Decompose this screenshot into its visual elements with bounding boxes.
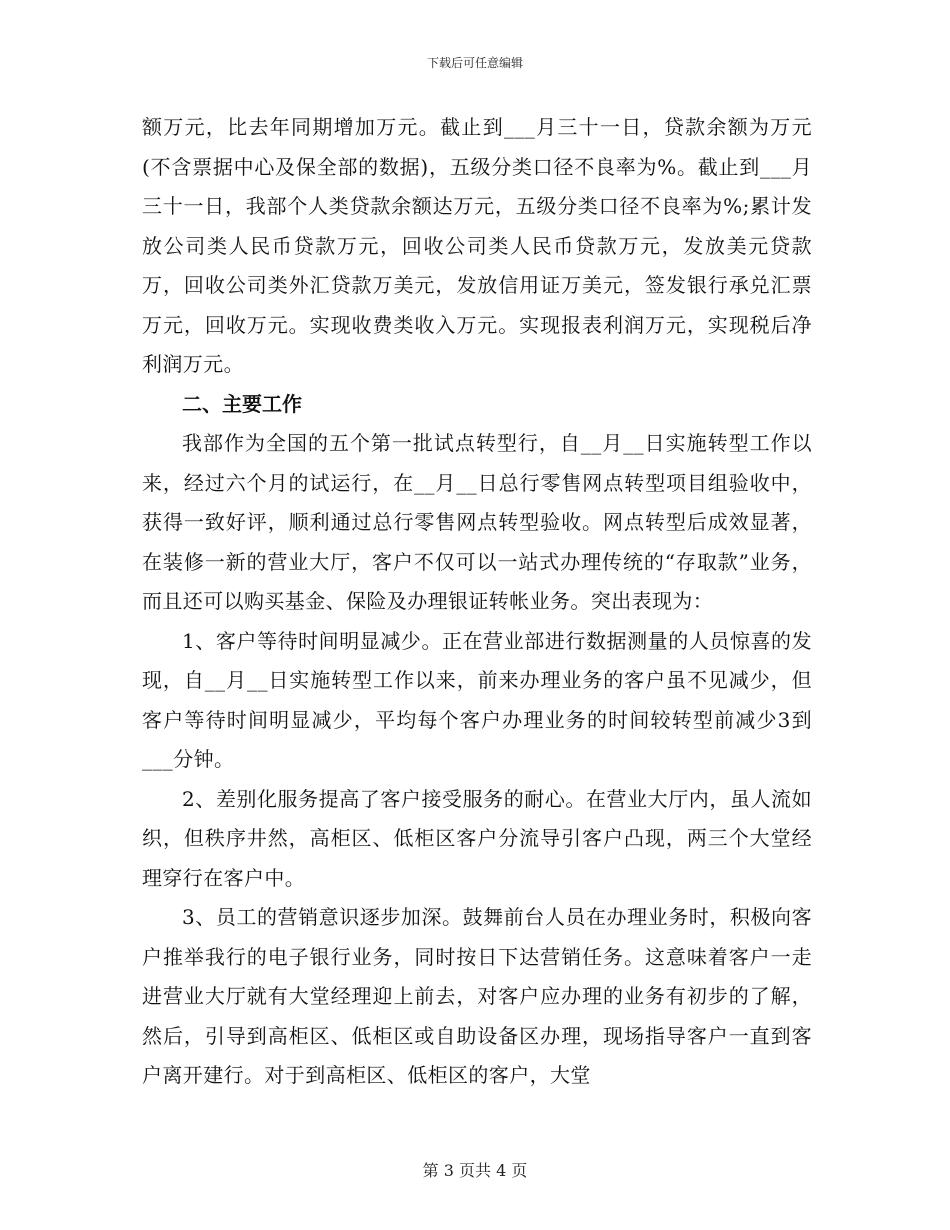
paragraph-summary: 额万元，比去年同期增加万元。截止到___月三十一日，贷款余额为万元(不含票据中心及保全部的数据)，五级分类口径不良率为%。截止到___月三十一日，我部个人类贷款余额达万元，五级分类口径不良率为%;累计发放公司类人民币贷款万元，回收公司类人民币贷款万元，发放美元贷款万，回收公司类外汇贷款万美元，发放信用证万美元，签发银行承兑汇票万元，回收万元。实现收费类收入万元。实现报表利润万元，实现税后净利润万元。 — [142, 115, 812, 376]
paragraph-item-2: 2、差别化服务提高了客户接受服务的耐心。在营业大厅内，虽人流如织，但秩序井然，高柜区、低柜区客户分流导引客户凸现，两三个大堂经理穿行在客户中。 — [142, 786, 812, 890]
paragraph-intro: 我部作为全国的五个第一批试点转型行，自__月__日实施转型工作以来，经过六个月的试运行，在__月__日总行零售网点转型项目组验收中，获得一致好评，顺利通过总行零售网点转型验收。网点转型后成效显著，在装修一新的营业大厅，客户不仅可以一站式办理传统的“存取款”业务，而且还可以购买基金、保险及办理银证转帐业务。突出表现为： — [142, 431, 812, 613]
section-heading: 二、主要工作 — [182, 391, 302, 416]
page-footer: 第 3 页共 4 页 — [422, 1161, 528, 1180]
paragraph-item-3: 3、员工的营销意识逐步加深。鼓舞前台人员在办理业务时，积极向客户推举我行的电子银行业务，同时按日下达营销任务。这意味着客户一走进营业大厅就有大堂经理迎上前去，对客户应办理的业务有初步的了解，然后，引导到高柜区、低柜区或自助设备区办理，现场指导客户一直到客户离开建行。对于到高柜区、低柜区的客户，大堂 — [142, 905, 812, 1087]
document-body — [142, 108, 812, 1096]
paragraph-item-1: 1、客户等待时间明显减少。正在营业部进行数据测量的人员惊喜的发现，自__月__日实施转型工作以来，前来办理业务的客户虽不见减少，但客户等待时间明显减少，平均每个客户办理业务的时间较转型前减少3到___分钟。 — [142, 628, 812, 771]
page-header: 下载后可任意编辑 — [426, 56, 523, 70]
